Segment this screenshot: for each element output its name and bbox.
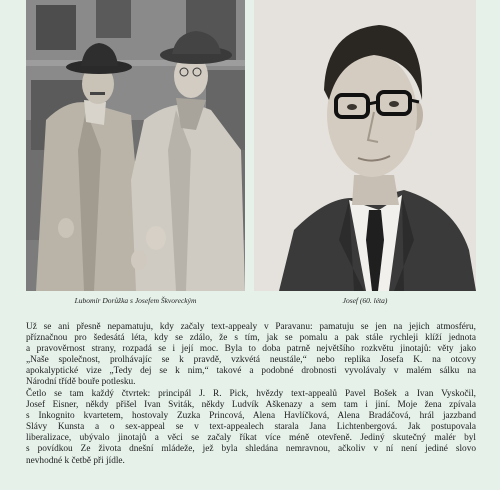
paragraph-paravan-atmosphere [26,322,476,389]
photo-caption-left: Lubomír Dorůžka s Josefem Škvoreckým [74,296,197,305]
text-line: Josef Eisner, někdy přišel Ivan Sviták, někdy Ludvík Aškenazy a sem tam i jiní. Moje žena zpívala [26,400,476,411]
text-line: s povídkou Ze života dnešní mládeže, jež byla shledána nemravnou, ačkoliv v ní není jediné slovo [26,444,476,455]
text-line: „Naše společnost, prolhávajíc se k pravdě, vzkvétá neustále,“ nebo replika Josefa K. na otcovy [26,355,476,366]
text-line: Už se ani přesně nepamatuju, kdy začaly text-appealy v Paravanu: pamatuju se jen na jejich atmosféru, [26,322,476,332]
photo-caption-right: Josef (60. léta) [342,296,388,305]
text-line: a pravověrnost strany, rozpadá se i její moc. Byla to doba patrně největšího rozkvětu jinotajů: věty jako [26,344,476,355]
text-line: Národní třídě bouře potlesku. [26,377,136,388]
paragraph-thursday-readings [26,389,476,467]
text-line: Četlo se tam každý čtvrtek: principál J. R. Pick, hvězdy text-appealů Pavel Bošek a Ivan Vyskočil, [26,389,476,399]
text-line: nevhodné k četbě při jídle. [26,455,125,466]
text-line: apokalyptické vize „Tedy dej se k nim,“ takové a podobné drobnosti vyvolávaly v malém sálku na [26,366,476,377]
text-line: příznačnou pro šedesátá léta, kdy se zdálo, že s tím, jak se pomalu a pak stále rychleji klíží jednota [26,333,476,344]
text-line: liberalizace, ubývalo jinotajů a věci se začaly říkat více méně otevřeně. Jediný skutečný malér byl [26,433,476,444]
photo-josef-portrait [254,0,476,291]
text-line: Slávy Kunsta a o sex-appeal se v text-appealech starala Jana Lichtenbergová. Jak postupovala [26,422,476,433]
text-line: s Inkognito kvartetem, hostovaly Zuzka Princová, Alena Havlíčková, Alena Bradáčová, hrál jazzband [26,411,476,422]
photo-doruzka-skvorecky [26,0,245,291]
